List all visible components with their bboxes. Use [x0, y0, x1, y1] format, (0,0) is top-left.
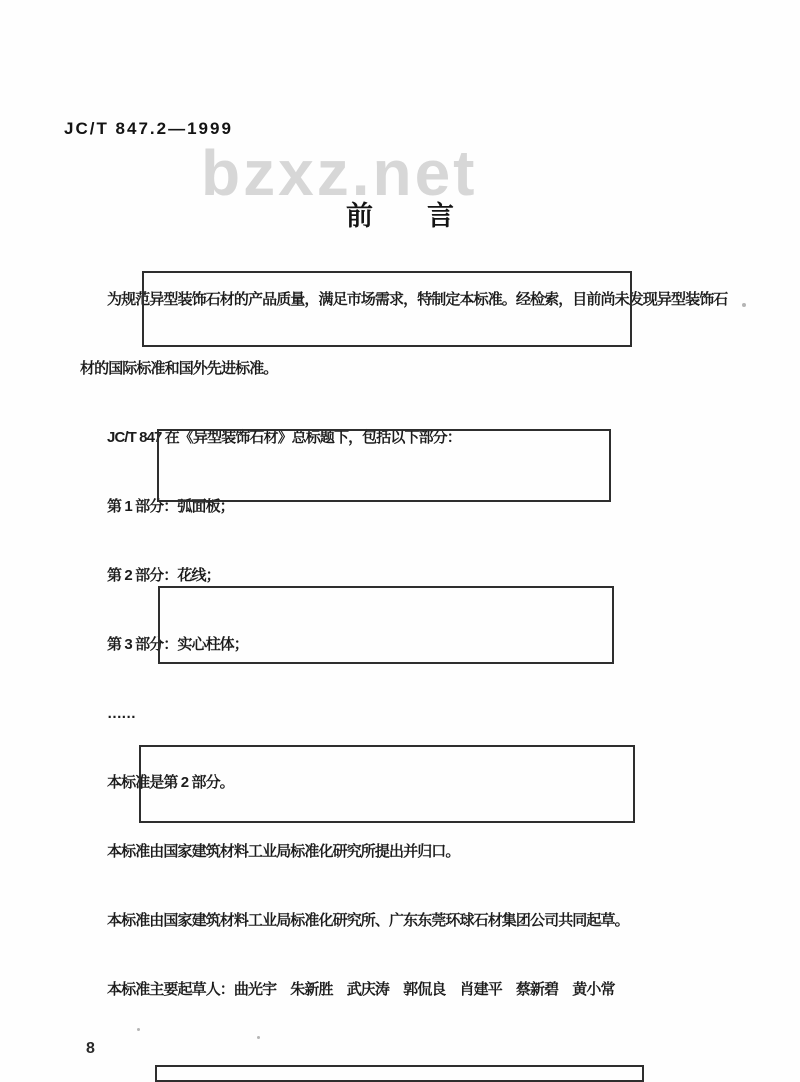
watermark-text: bzxz.net	[201, 137, 478, 209]
page-title: 前 言	[346, 201, 454, 231]
page-number: 8	[86, 1040, 95, 1057]
foreword-line: JC/T 847 在《异型装饰石材》总标题下，包括以下部分：	[107, 429, 461, 446]
foreword-body	[80, 242, 740, 1047]
foreword-line: 第 1 部分：弧面板；	[107, 498, 234, 515]
foreword-line: ……	[107, 705, 136, 722]
foreword-line: 第 2 部分：花线；	[107, 567, 220, 584]
foreword-line: 材的国际标准和国外先进标准。	[80, 360, 278, 377]
empty-box-clipped	[155, 1065, 644, 1082]
foreword-line: 本标准由国家建筑材料工业局标准化研究所、广东东莞环球石材集团公司共同起草。	[107, 912, 629, 929]
scan-speck	[742, 303, 746, 307]
foreword-line: 为规范异型装饰石材的产品质量，满足市场需求，特制定本标准。经检索，目前尚未发现异型装饰石	[107, 291, 728, 308]
foreword-line: 第 3 部分：实心柱体；	[107, 636, 248, 653]
foreword-line: 本标准主要起草人：曲光宇 朱新胜 武庆涛 郭侃良 肖建平 蔡新碧 黄小常	[107, 981, 615, 998]
foreword-line: 本标准是第 2 部分。	[107, 774, 234, 791]
standard-number: JC/T 847.2—1999	[64, 119, 233, 138]
foreword-line: 本标准由国家建筑材料工业局标准化研究所提出并归口。	[107, 843, 460, 860]
